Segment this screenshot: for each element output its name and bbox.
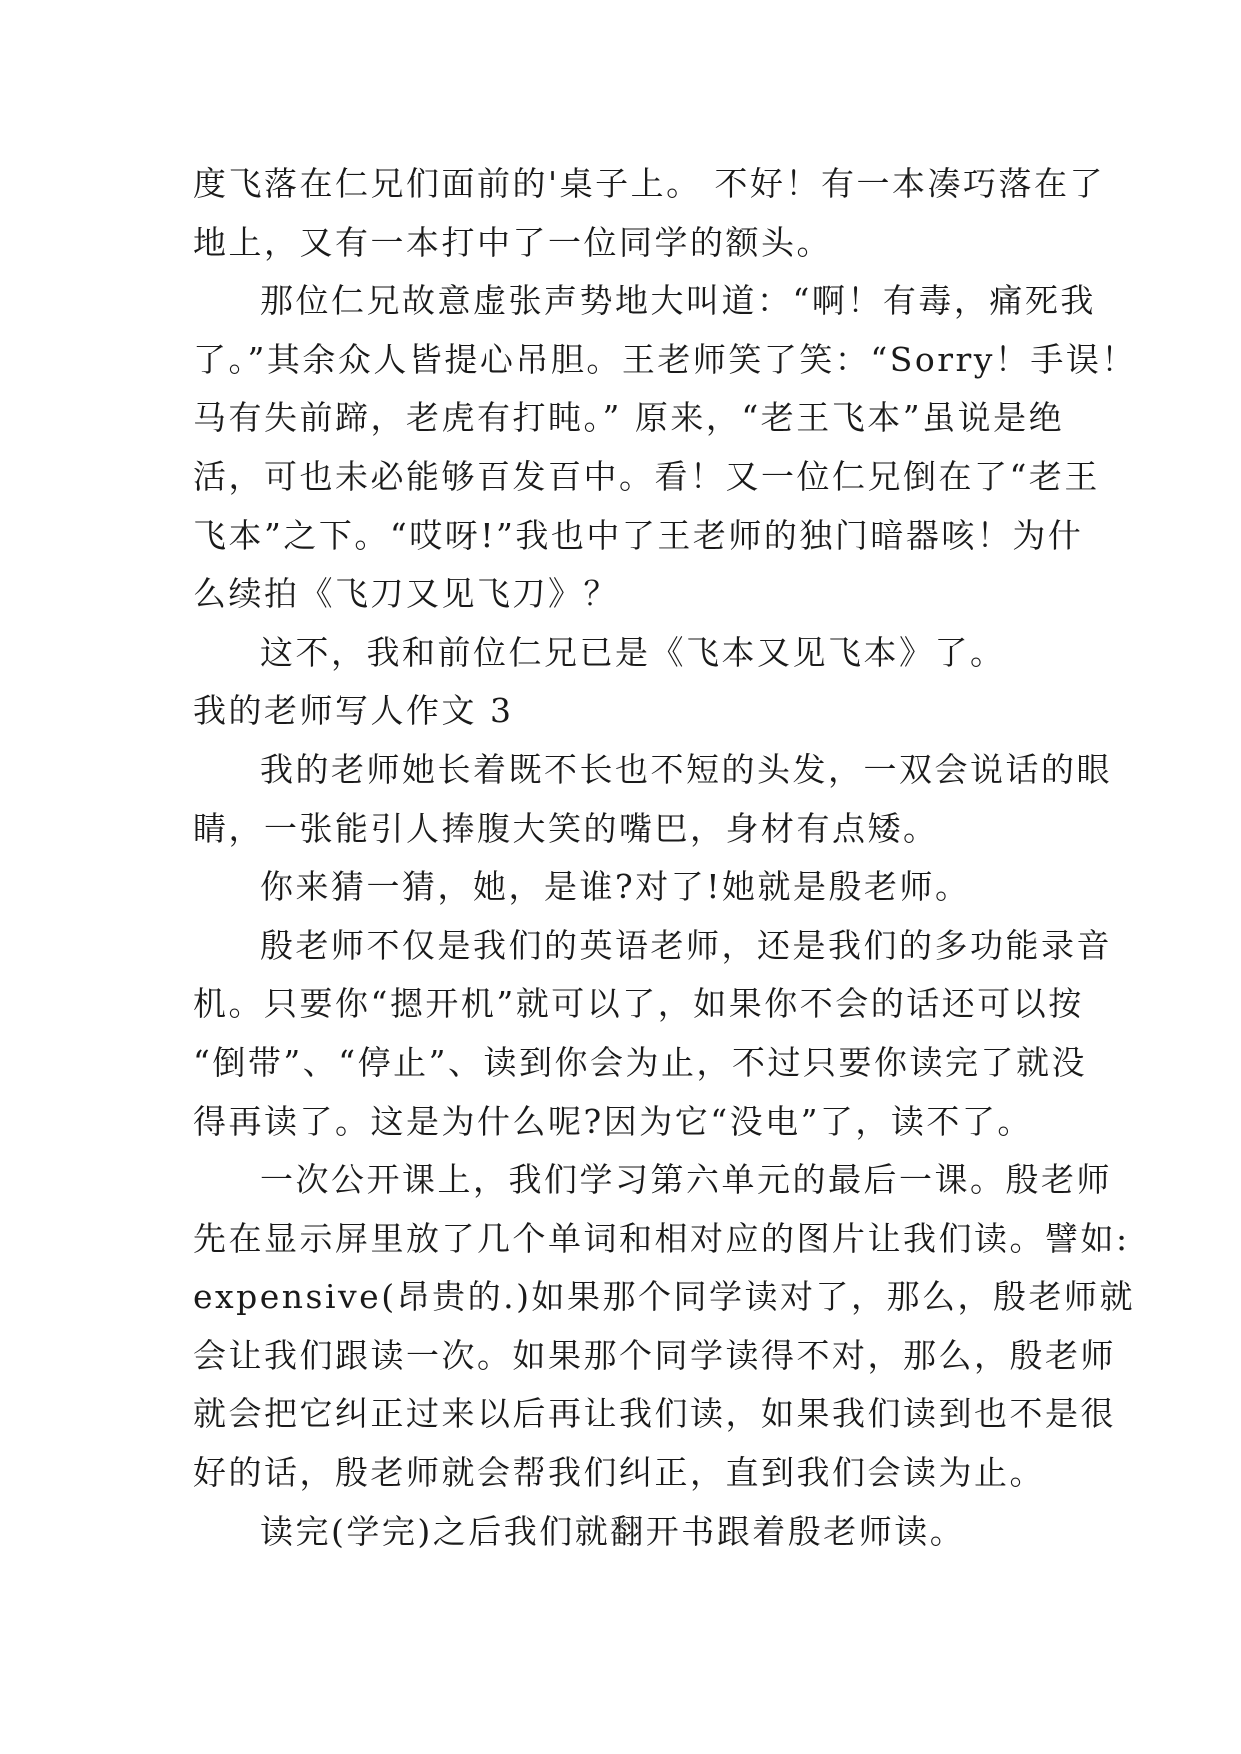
text-line: 就会把它纠正过来以后再让我们读，如果我们读到也不是很: [193, 1394, 1116, 1434]
section-title: 我的老师写人作文 3: [193, 691, 514, 731]
text-line: 先在显示屏里放了几个单词和相对应的图片让我们读。譬如:: [193, 1218, 1130, 1258]
document-body: [193, 155, 1137, 1561]
paragraph-start-line: 那位仁兄故意虚张声势地大叫道：“啊！有毒，痛死我: [260, 281, 1096, 321]
paragraph-start-line: 读完(学完)之后我们就翻开书跟着殷老师读。: [260, 1511, 966, 1551]
text-line: expensive(昂贵的.)如果那个同学读对了，那么，殷老师就: [193, 1277, 1135, 1317]
paragraph-start-line: 我的老师她长着既不长也不短的头发，一双会说话的眼: [260, 749, 1112, 789]
text-line: 马有失前蹄，老虎有打盹。” 原来，“老王飞本”虽说是绝: [193, 398, 1065, 438]
paragraph-start-line: 一次公开课上，我们学习第六单元的最后一课。殷老师: [260, 1160, 1112, 1200]
paragraph-start-line: 你来猜一猜，她，是谁?对了!她就是殷老师。: [260, 867, 971, 907]
text-line: 活，可也未必能够百发百中。看！又一位仁兄倒在了“老王: [193, 456, 1100, 496]
text-line: “倒带”、“停止”、读到你会为止，不过只要你读完了就没: [193, 1042, 1087, 1082]
text-line: 飞本”之下。“哎呀!”我也中了王老师的独门暗器咳！为什: [193, 515, 1084, 555]
text-line: 么续拍《飞刀又见飞刀》？: [193, 574, 619, 614]
text-line: 地上，又有一本打中了一位同学的额头。: [193, 222, 832, 262]
text-line: 度飞落在仁兄们面前的'桌子上。 不好！有一本凑巧落在了: [193, 164, 1106, 203]
text-line: 机。只要你“摁开机”就可以了，如果你不会的话还可以按: [193, 984, 1084, 1024]
text-line: 了。”其余众人皆提心吊胆。王老师笑了笑：“Sorry！手误！: [193, 339, 1137, 379]
text-line: 得再读了。这是为什么呢?因为它“没电”了，读不了。: [193, 1101, 1033, 1141]
paragraph-start-line: 这不，我和前位仁兄已是《飞本又见飞本》了。: [260, 632, 1006, 672]
text-line: 睛，一张能引人捧腹大笑的嘴巴，身材有点矮。: [193, 808, 939, 848]
text-line: 会让我们跟读一次。如果那个同学读得不对，那么，殷老师: [193, 1335, 1116, 1375]
text-line: 好的话，殷老师就会帮我们纠正，直到我们会读为止。: [193, 1453, 1045, 1493]
paragraph-start-line: 殷老师不仅是我们的英语老师，还是我们的多功能录音: [260, 925, 1112, 965]
